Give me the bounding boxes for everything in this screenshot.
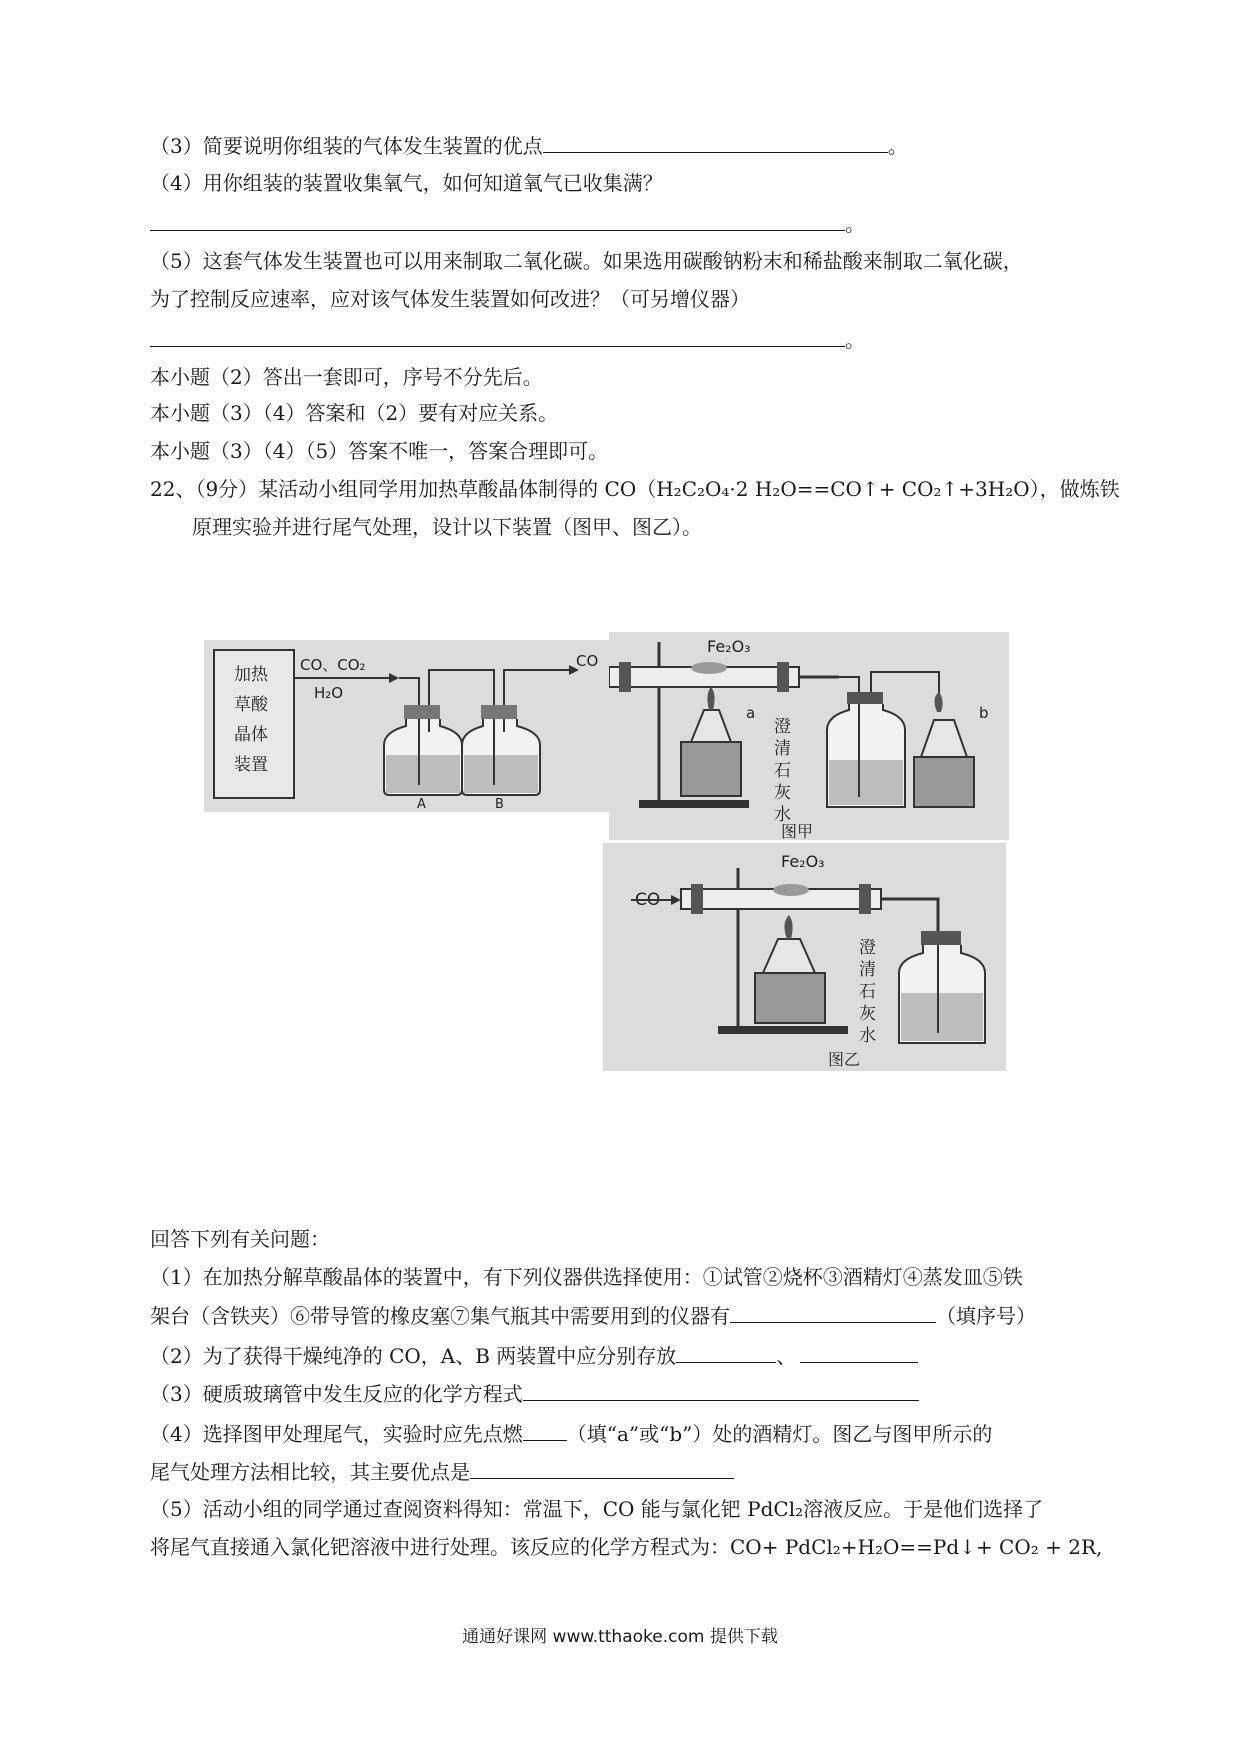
answer-blank-q22-3[interactable]: [523, 1378, 919, 1401]
bottle-b-label: B: [495, 797, 504, 812]
stand-base-yi: [718, 1026, 848, 1034]
gas-label: CO、CO₂: [300, 656, 366, 674]
alcohol-lamp-yi: [763, 939, 815, 973]
limewater-label-jia-4: 灰: [774, 783, 791, 803]
co-arrow-label: CO: [576, 652, 599, 670]
q22-prompt: 回答下列有关问题：: [150, 1227, 330, 1251]
answer-blank-q22-1[interactable]: [730, 1300, 936, 1323]
q21-item3-text: （3）简要说明你组装的气体发生装置的优点: [150, 134, 543, 158]
q21-note-2: 本小题（3）（4）答案和（2）要有对应关系。: [150, 401, 559, 425]
oxide-label-jia: Fe₂O₃: [707, 637, 751, 656]
q22-item4-line2: 尾气处理方法相比较，其主要优点是: [150, 1456, 734, 1487]
lamp-b-label: b: [979, 704, 989, 722]
answer-blank-q22-2a[interactable]: [676, 1340, 776, 1363]
lamp-a-label: a: [746, 704, 756, 722]
q22-item3: （3）硬质玻璃管中发生反应的化学方程式: [150, 1378, 919, 1409]
answer-blank-q21-5[interactable]: [150, 324, 845, 347]
limewater-label-jia-3: 石: [774, 761, 791, 781]
q21-item4-answer: 。: [150, 208, 865, 239]
limewater-label-yi-2: 清: [859, 960, 876, 980]
figure-yi-drawing: [603, 843, 1006, 1071]
stopper-a: [404, 705, 440, 719]
limewater-label-yi-5: 水: [859, 1026, 876, 1046]
heater-label-1: 加热: [234, 665, 268, 685]
q22-item1-line1: （1）在加热分解草酸晶体的装置中，有下列仪器供选择使用：①试管②烧杯③酒精灯④蒸发皿⑤铁: [150, 1265, 1023, 1289]
q22-item4-line1: （4）选择图甲处理尾气，实验时应先点燃 （填“a”或“b”）处的酒精灯。图乙与图甲所示的: [150, 1418, 992, 1449]
figure-jia-right-drawing: [609, 632, 1009, 840]
figure-jia-right-panel: [609, 632, 1009, 840]
limewater-label-yi-1: 澄: [859, 938, 876, 958]
heater-label-4: 装置: [234, 755, 268, 775]
heater-label-3: 晶体: [234, 725, 268, 745]
answer-blank-q22-4a[interactable]: [523, 1418, 567, 1441]
q22-item5-line2: 将尾气直接通入氯化钯溶液中进行处理。该反应的化学方程式为：CO+ PdCl₂+H₂O==Pd↓+ CO₂ + 2R,: [150, 1535, 1103, 1559]
limewater-label-jia-5: 水: [774, 805, 791, 825]
water-label: H₂O: [314, 684, 344, 702]
alcohol-lamp-a: [691, 710, 731, 742]
q21-note-1: 本小题（2）答出一套即可，序号不分先后。: [150, 365, 543, 389]
figure-yi-caption: 图乙: [828, 1050, 861, 1069]
bottle-a-label: A: [417, 797, 426, 812]
figure-jia-left-panel: [204, 640, 609, 812]
answer-blank-q21-3[interactable]: [543, 130, 888, 153]
stopper-b: [481, 705, 517, 719]
q22-intro-line1: 22、（9分）某活动小组同学用加热草酸晶体制得的 CO（H₂C₂O₄·2 H₂O==CO↑+ CO₂↑+3H₂O），做炼铁: [150, 477, 1120, 501]
q21-item3: （3）简要说明你组装的气体发生装置的优点 。: [150, 130, 908, 161]
lamp-stand-b: [914, 757, 974, 807]
figure-jia-caption: 图甲: [781, 822, 814, 840]
limewater-label-jia-1: 澄: [774, 717, 791, 737]
oxide-label-yi: Fe₂O₃: [781, 852, 825, 871]
answer-blank-q21-4[interactable]: [150, 208, 845, 231]
figure-jia-left-drawing: [204, 640, 609, 812]
q21-item4: （4）用你组装的装置收集氧气，如何知道氧气已收集满？: [150, 171, 663, 195]
stand-base-jia: [639, 800, 749, 808]
answer-blank-q22-4b[interactable]: [470, 1456, 734, 1479]
q22-item5-line1: （5）活动小组的同学通过查阅资料得知：常温下，CO 能与氯化钯 PdCl₂溶液反应。于是他们选择了: [150, 1497, 1044, 1521]
lamp-stand-yi: [755, 973, 825, 1023]
q22-intro-line2: 原理实验并进行尾气处理，设计以下装置（图甲、图乙）。: [192, 515, 702, 539]
co-label-yi: CO: [635, 890, 661, 910]
q21-item5-line2: 为了控制反应速率，应对该气体发生装置如何改进？（可另增仪器）: [150, 287, 750, 311]
answer-blank-q22-2b[interactable]: [800, 1340, 918, 1363]
heater-label-2: 草酸: [234, 695, 268, 715]
q21-item5-answer: 。: [150, 324, 865, 355]
limewater-label-yi-4: 灰: [859, 1004, 876, 1024]
alcohol-lamp-b: [921, 720, 967, 757]
page-footer: 通通好课网 www.tthaoke.com 提供下载: [462, 1627, 778, 1647]
lamp-stand-a: [681, 742, 741, 796]
q21-note-3: 本小题（3）（4）（5）答案不唯一，答案合理即可。: [150, 439, 609, 463]
q22-item2: （2）为了获得干燥纯净的 CO，A、B 两装置中应分别存放 、: [150, 1340, 918, 1371]
limewater-label-jia-2: 清: [774, 739, 791, 759]
q22-item1-line2: 架台（含铁夹）⑥带导管的橡皮塞⑦集气瓶其中需要用到的仪器有 （填序号）: [150, 1300, 1036, 1331]
q21-item5-line1: （5）这套气体发生装置也可以用来制取二氧化碳。如果选用碳酸钠粉末和稀盐酸来制取二氧化碳，: [150, 249, 1023, 273]
figure-yi-panel: [603, 843, 1006, 1071]
limewater-label-yi-3: 石: [859, 982, 876, 1002]
